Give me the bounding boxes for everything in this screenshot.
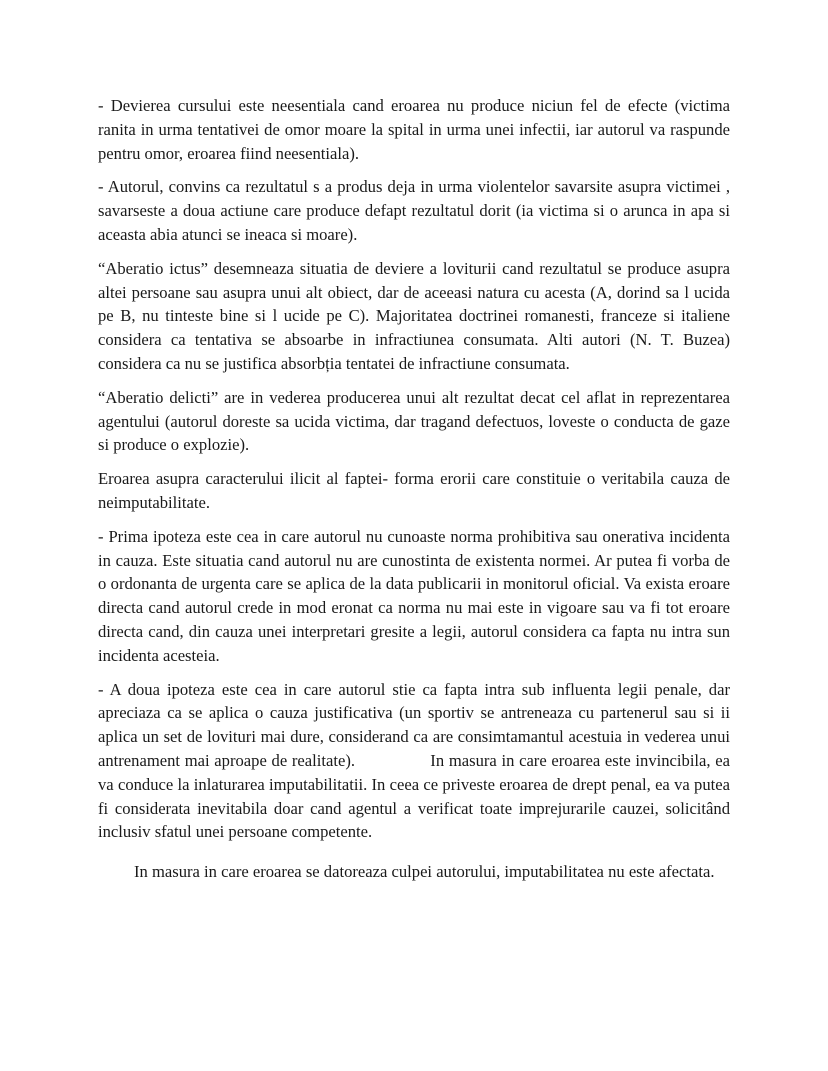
paragraph-aberatio-ictus: “Aberatio ictus” desemneaza situatia de deviere a loviturii cand rezultatul se produce asupra altei persoane sau asupra unui alt obiect, dar de aceeasi natura cu acesta (A, dorind sa l ucida pe B, nu tinteste bine si l ucide pe C). Majoritatea doctrinei romanesti, franceze si italiene considera ca tentativa se absoarbe in infractiunea consumata. Alti autori (N. T. Buzea) considera ca nu se justifica absorbția tentatei de infractiune consumata.	[98, 258, 730, 373]
paragraph-deviere-cursului: - Devierea cursului este neesentiala cand eroarea nu produce niciun fel de efecte (victima ranita in urma tentativei de omor moare la spital in urma unei infectii, iar autorul va raspunde pentru omor, eroarea fiind neesentiala).	[98, 96, 730, 163]
paragraph-a-doua-ipoteza: - A doua ipoteza este cea in care autorul stie ca fapta intra sub influenta legii penale, dar apreciaza ca se aplica o cauza justificativa (un sportiv se antreneaza cu partenerul sau si ii aplica un set de lovituri mai dure, considerand ca are consimtamantul acestuia in vederea unui antrenament mai aproape de realitate). In masura in care eroarea este invincibila, ea va conduce la inlaturarea imputabilitatii. In ceea ce priveste eroarea de drept penal, ea va putea fi considerata inevitabila doar cand agentul a verificat toate imprejurarile cauzei, solicitând inclusiv sfatul unei persoane competente.	[98, 679, 735, 842]
paragraph-prima-ipoteza: - Prima ipoteza este cea in care autorul nu cunoaste norma prohibitiva sau onerativa incidenta in cauza. Este situatia cand autorul nu are cunostinta de existenta normei. Ar putea fi vorba de o ordonanta de urgenta care se aplica de la data publicarii in monitorul oficial. Va exista eroare directa cand autorul crede in mod eronat ca norma nu mai este in vigoare sau va fi tot eroare directa cand, din cauza unei interpretari gresite a legii, autorul considera ca fapta nu intra sun incidenta acesteia.	[98, 526, 730, 665]
paragraph-culpa-autorului: In masura in care eroarea se datoreaza culpei autorului, imputabilitatea nu este afectata.	[134, 862, 715, 882]
paragraph-autorul-convins: - Autorul, convins ca rezultatul s a produs deja in urma violentelor savarsite asupra victimei , savarseste a doua actiune care produce defapt rezultatul dorit (ia victima si o arunca in apa si aceasta abia atunci se ineaca si moare).	[98, 177, 730, 244]
document-page	[98, 94, 735, 894]
paragraph-aberatio-delicti: “Aberatio delicti” are in vederea producerea unui alt rezultat decat cel aflat in reprezentarea agentului (autorul doreste sa ucida victima, dar tragand defectuos, loveste o conducta de gaze si produce o explozie).	[98, 387, 730, 455]
paragraph-eroarea-caracter-ilicit: Eroarea asupra caracterului ilicit al faptei- forma erorii care constituie o veritabila cauza de neimputabilitate.	[98, 469, 730, 512]
